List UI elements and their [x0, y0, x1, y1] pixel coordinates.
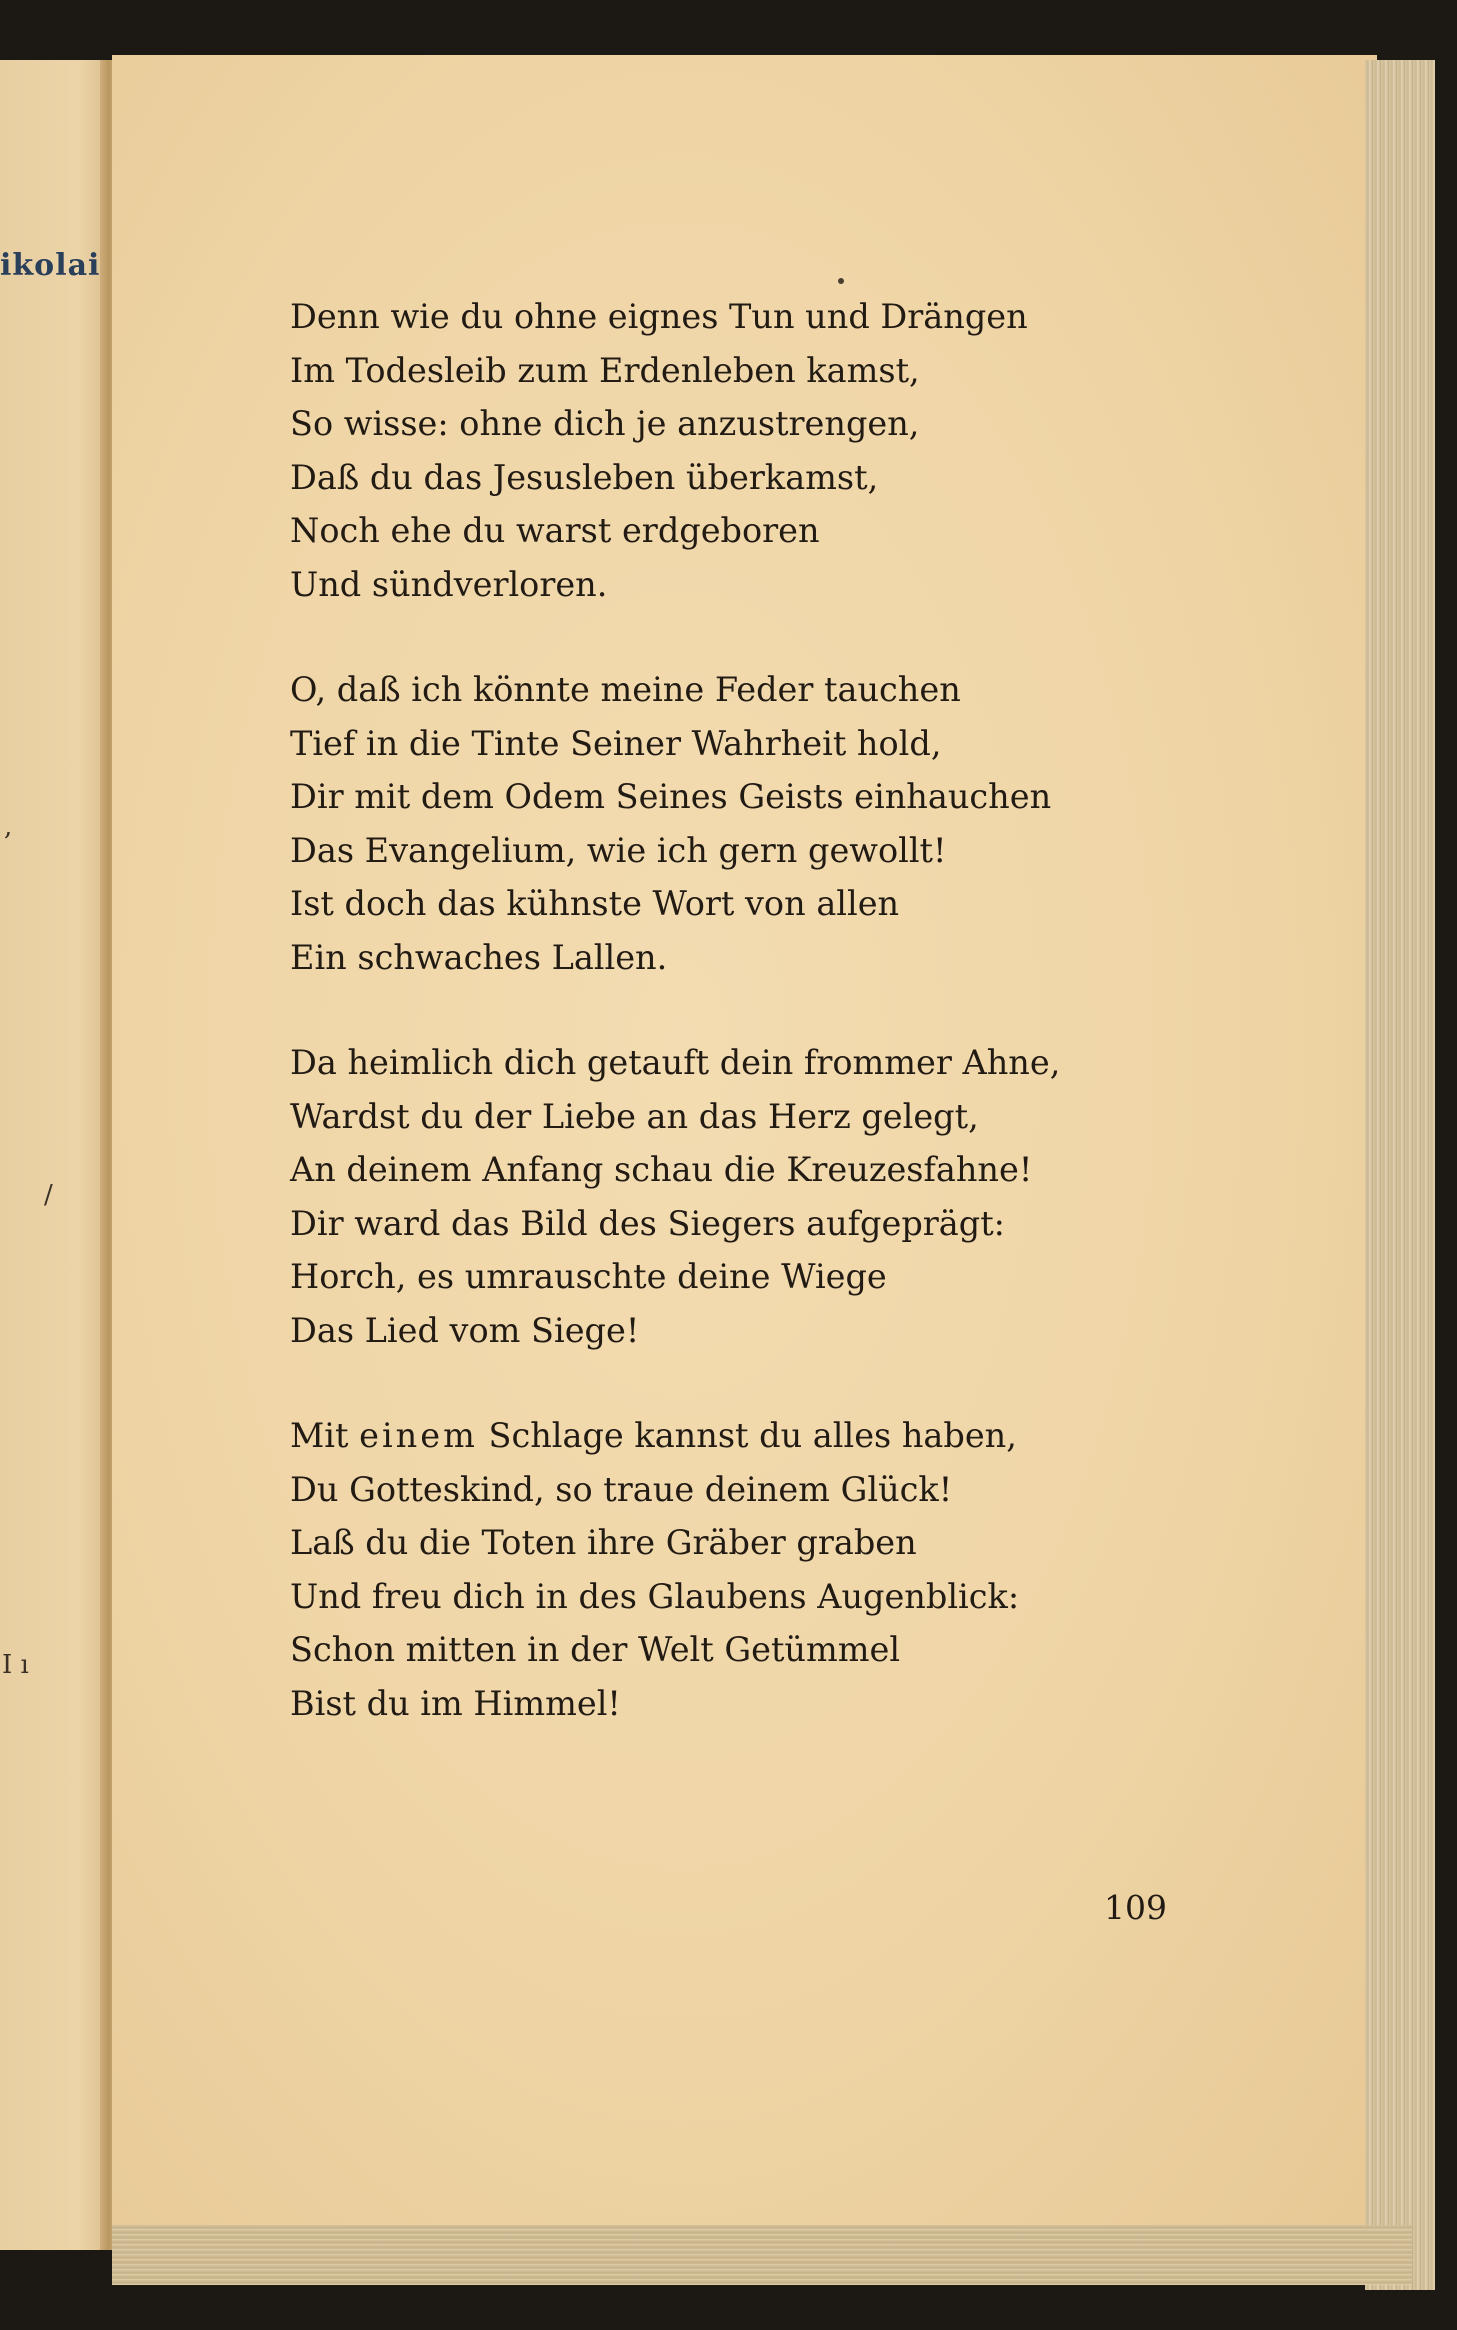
poem-line: Ein schwaches Lallen. — [290, 937, 668, 977]
poem-line: Dir mit dem Odem Seines Geists einhauchen — [290, 777, 1052, 816]
poem-line: Im Todesleib zum Erdenleben kamst, — [290, 350, 920, 390]
poem-line-suffix: Schlage kannst du alles haben, — [477, 1416, 1017, 1455]
poem-line: Ist doch das kühnste Wort von allen — [290, 884, 900, 923]
poem-line: Und freu dich in des Glaubens Augenblick: — [290, 1576, 1020, 1616]
left-margin-mark: I ı — [2, 1650, 29, 1680]
page-edge-bottom — [112, 2225, 1412, 2285]
left-margin-mark: / — [44, 1180, 53, 1210]
poem-line: Laß du die Toten ihre Gräber graben — [290, 1523, 917, 1562]
poem-line: Und sündverloren. — [290, 564, 608, 604]
poem-line: So wisse: ohne dich je anzustrengen, — [290, 404, 920, 443]
poem-line: Horch, es umrauschte deine Wiege — [290, 1257, 887, 1296]
poem-line: O, daß ich könnte meine Feder tauchen — [290, 670, 961, 709]
poem-line: Schon mitten in der Welt Getümmel — [290, 1630, 901, 1669]
poem-line: Das Evangelium, wie ich gern gewollt! — [290, 830, 947, 870]
poem-line: Noch ehe du warst erdgeboren — [290, 511, 820, 550]
poem-line: Wardst du der Liebe an das Herz gelegt, — [290, 1096, 979, 1136]
poem-line: Bist du im Himmel! — [290, 1683, 621, 1723]
poem-line: Daß du das Jesusleben überkamst, — [290, 457, 879, 497]
left-running-head: ikolai — [0, 248, 101, 283]
poem-line: Tief in die Tinte Seiner Wahrheit hold, — [290, 723, 942, 763]
stanza-1 — [290, 290, 1190, 611]
poem-line: Dir ward das Bild des Siegers aufgeprägt: — [290, 1203, 1005, 1243]
page-number: 109 — [1104, 1888, 1167, 1927]
left-margin-mark: , — [4, 812, 13, 842]
poem-line: An deinem Anfang schau die Kreuzesfahne! — [290, 1150, 1033, 1189]
emphasized-word: einem — [359, 1416, 478, 1455]
page-edge-right — [1365, 60, 1435, 2290]
poem-line-prefix: Mit — [290, 1416, 360, 1455]
poem-line: Denn wie du ohne eignes Tun und Drängen — [290, 297, 1028, 336]
stanza-3 — [290, 1036, 1190, 1357]
poem-line — [290, 1409, 1190, 1463]
poem-line: Da heimlich dich getauft dein frommer Ahne, — [290, 1043, 1061, 1082]
poem-line: Du Gotteskind, so traue deinem Glück! — [290, 1469, 953, 1509]
stanza-2 — [290, 663, 1190, 984]
left-page — [0, 60, 112, 2250]
poem — [290, 290, 1190, 1782]
stanza-4 — [290, 1409, 1190, 1730]
poem-line: Das Lied vom Siege! — [290, 1310, 640, 1350]
ink-speck — [838, 278, 844, 284]
